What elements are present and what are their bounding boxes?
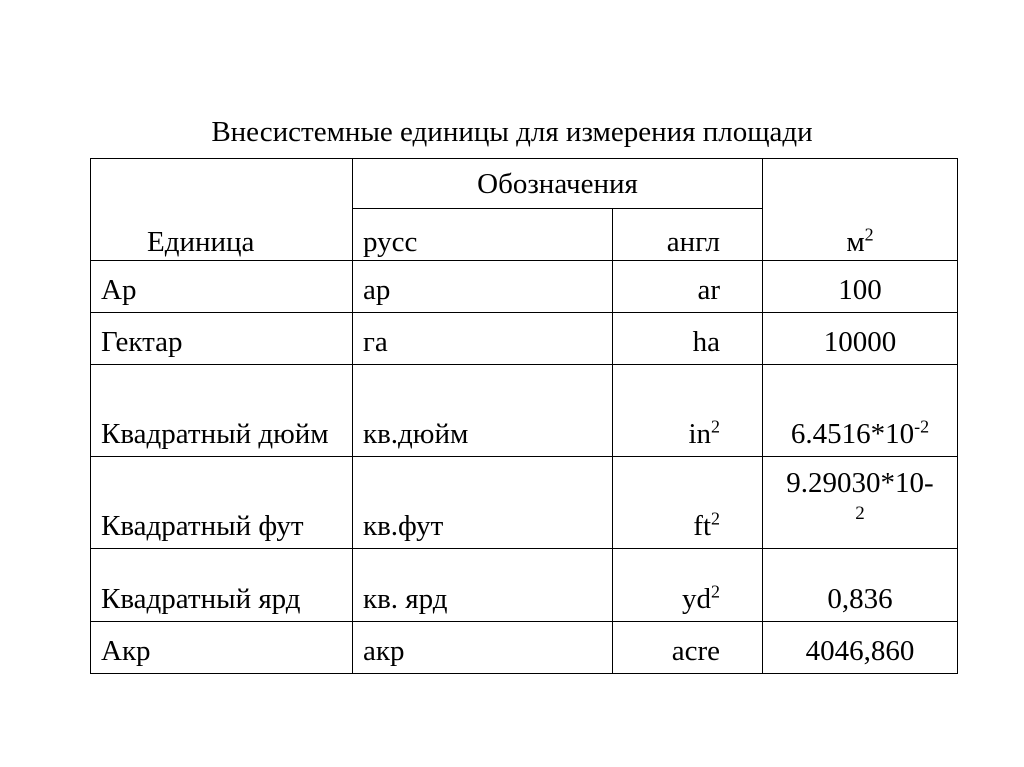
row-eng: [613, 365, 763, 457]
page-title: Внесистемные единицы для измерения площади: [211, 116, 813, 148]
row-eng-sup: 2: [711, 508, 720, 529]
row-rus: кв.дюйм: [353, 365, 613, 457]
row-unit: Квадратный фут: [91, 457, 353, 549]
row-unit: Ар: [91, 261, 353, 313]
row-value-sup: -2: [914, 416, 930, 437]
row-rus: ар: [353, 261, 613, 313]
row-rus: кв. ярд: [353, 549, 613, 622]
row-value-line2: 2: [855, 503, 865, 524]
table-row: [91, 261, 958, 313]
row-value: 4046,860: [763, 622, 958, 674]
table-row: [91, 457, 958, 549]
row-value-line1: 9.29030*10-: [786, 467, 934, 499]
row-eng-sup: 2: [711, 581, 720, 602]
area-units-table: [90, 158, 958, 674]
table-header-row: [91, 159, 958, 209]
row-value: 100: [763, 261, 958, 313]
header-unit-label: Единица: [147, 226, 255, 258]
row-rus: кв.фут: [353, 457, 613, 549]
header-m2-sup: 2: [864, 224, 874, 245]
row-unit: Акр: [91, 622, 353, 674]
row-rus: акр: [353, 622, 613, 674]
table-row: [91, 549, 958, 622]
table-row: [91, 313, 958, 365]
row-eng: ha: [613, 313, 763, 365]
header-eng: англ: [613, 209, 763, 261]
row-unit: Квадратный дюйм: [91, 365, 353, 457]
row-eng: [613, 457, 763, 549]
row-value: 0,836: [763, 549, 958, 622]
row-unit: Гектар: [91, 313, 353, 365]
header-unit: [91, 159, 353, 261]
row-eng: ar: [613, 261, 763, 313]
header-m2: [763, 159, 958, 261]
header-designations: Обозначения: [353, 159, 763, 209]
row-rus: га: [353, 313, 613, 365]
row-eng-base: ft: [693, 510, 711, 542]
row-eng-base: in: [688, 418, 711, 450]
row-eng: acre: [613, 622, 763, 674]
row-value: [763, 365, 958, 457]
row-value-base: 6.4516*10: [790, 418, 915, 450]
row-value: 10000: [763, 313, 958, 365]
row-unit: Квадратный ярд: [91, 549, 353, 622]
table-row: [91, 365, 958, 457]
row-value: [763, 457, 958, 549]
row-eng-sup: 2: [711, 416, 720, 437]
row-eng-base: yd: [682, 583, 711, 615]
header-rus: русс: [353, 209, 613, 261]
row-eng: [613, 549, 763, 622]
header-m2-base: м: [846, 226, 865, 258]
table-row: [91, 622, 958, 674]
